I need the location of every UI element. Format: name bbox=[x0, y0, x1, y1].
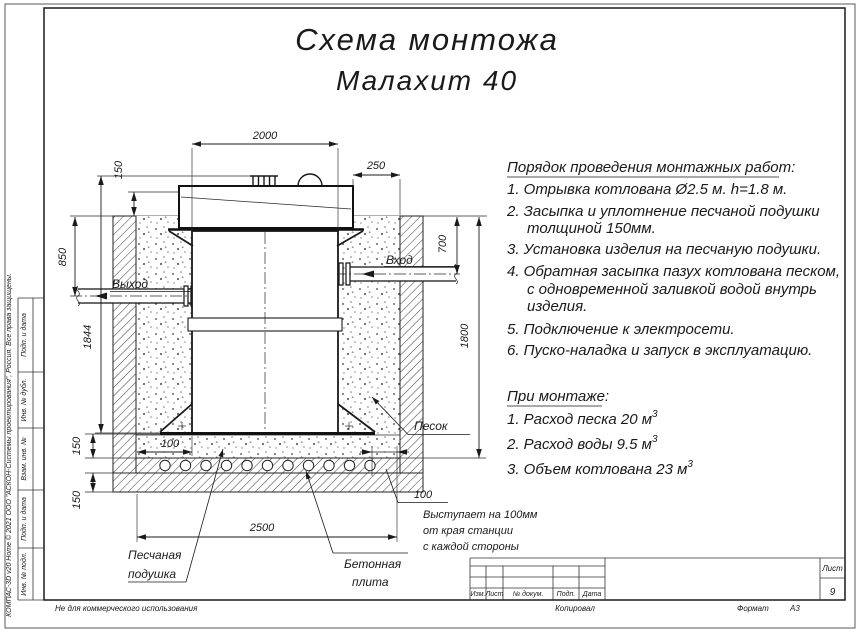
sand-cushion-label: подушка bbox=[128, 567, 177, 581]
montage-item: 1. Расход песка 20 $м^3$ bbox=[507, 409, 658, 428]
inlet-label: Вход bbox=[386, 253, 413, 267]
protrude-note-line: Выступает на 100мм bbox=[423, 509, 538, 521]
col-izm: Изм. bbox=[470, 591, 486, 598]
sidebar-cell-label: Подп. и дата bbox=[21, 497, 28, 541]
pit-bottom bbox=[113, 473, 423, 492]
sidebar-cell-label: Подп. и дата bbox=[21, 313, 28, 357]
procedure-block bbox=[506, 159, 840, 359]
dim-inlet-depth: 700 bbox=[437, 234, 449, 254]
dim-lid-height: 150 bbox=[113, 160, 125, 180]
format-label: Формат bbox=[737, 604, 769, 613]
title-line-1: Схема монтожа bbox=[295, 22, 559, 57]
copied-label: Копировал bbox=[555, 604, 595, 613]
dim-pit-depth: 1800 bbox=[459, 323, 471, 349]
sand-backfill-right bbox=[338, 216, 400, 435]
sheet-label: Лист bbox=[822, 564, 843, 573]
sidebar-cell-label: Взам. инв. № bbox=[21, 437, 28, 481]
col-sign: Подп. bbox=[556, 591, 576, 598]
pit-wall-left bbox=[113, 216, 136, 473]
sand-cushion-label: Песчаная bbox=[128, 548, 182, 562]
slab-margin-label: 100 bbox=[413, 489, 433, 501]
procedure-line: с одновременной заливкой водой внутрь bbox=[527, 281, 817, 298]
col-doc: № докум. bbox=[512, 591, 544, 598]
col-list: Лист bbox=[485, 591, 504, 598]
col-date: Дата bbox=[582, 591, 602, 598]
non-commercial-note: Не для коммерческого использования bbox=[55, 604, 198, 613]
lid-dome bbox=[298, 174, 322, 186]
dim-pit-width: 2500 bbox=[249, 522, 275, 534]
procedure-line: изделия. bbox=[527, 298, 588, 315]
outlet-label: Выход bbox=[112, 277, 149, 291]
montage-item: 3. Объем котлована 23 $м^3$ bbox=[507, 459, 693, 478]
dim-base-margin: 100 bbox=[160, 438, 180, 450]
dim-lid-width: 2000 bbox=[252, 130, 278, 142]
sidebar-cell-label: Инв. № подл. bbox=[21, 552, 28, 596]
dim-slab-layer: 150 bbox=[71, 490, 83, 510]
procedure-line: 3. Установка изделия на песчаную подушки. bbox=[507, 241, 822, 258]
drawing-title bbox=[295, 22, 559, 96]
kompas-watermark: КОМПАС-3D v20 Home © 2021 ООО "АСКОН-Системы проектирования", Россия. Все права защищены. bbox=[6, 273, 13, 617]
protrude-note-line: с каждой стороны bbox=[423, 541, 519, 553]
concrete-slab-label: Бетонная bbox=[344, 557, 402, 571]
montage-heading: При монтаже: bbox=[507, 388, 610, 405]
procedure-line: 5. Подключение к электросети. bbox=[507, 321, 735, 338]
procedure-line: 2. Засыпка и уплотнение песчаной подушки bbox=[507, 203, 820, 220]
procedure-line: 4. Обратная засыпка пазух котлована песком, bbox=[507, 263, 840, 280]
sheet-number: 9 bbox=[829, 587, 836, 598]
dim-outlet-depth: 850 bbox=[57, 247, 69, 267]
montage-item: 2. Расход воды 9.5 $м^3$ bbox=[507, 434, 658, 453]
vent-stub bbox=[250, 176, 278, 186]
dim-sand-layer: 150 bbox=[71, 436, 83, 456]
sidebar-cell-label: Инв. № дубл. bbox=[21, 378, 28, 422]
sand-label: Песок bbox=[414, 419, 448, 433]
title-block bbox=[470, 558, 845, 613]
procedure-line: толщиной 150мм. bbox=[527, 220, 656, 237]
montage-block bbox=[506, 388, 693, 478]
procedure-line: 1. Отрывка котлована Ø2.5 м. h=1.8 м. bbox=[507, 181, 788, 198]
concrete-slab-label: плита bbox=[352, 575, 389, 589]
sand-backfill-left bbox=[136, 216, 192, 435]
protrude-note-line: от края станции bbox=[423, 525, 513, 537]
procedure-heading: Порядок проведения монтажных работ: bbox=[507, 159, 796, 176]
dim-station-height: 1844 bbox=[82, 324, 94, 350]
procedure-line: 6. Пуско-наладка и запуск в эксплуатацию. bbox=[507, 342, 813, 359]
format-value: А3 bbox=[790, 604, 800, 613]
title-line-2: Малахит 40 bbox=[335, 65, 519, 96]
dim-lid-offset: 250 bbox=[366, 160, 386, 172]
